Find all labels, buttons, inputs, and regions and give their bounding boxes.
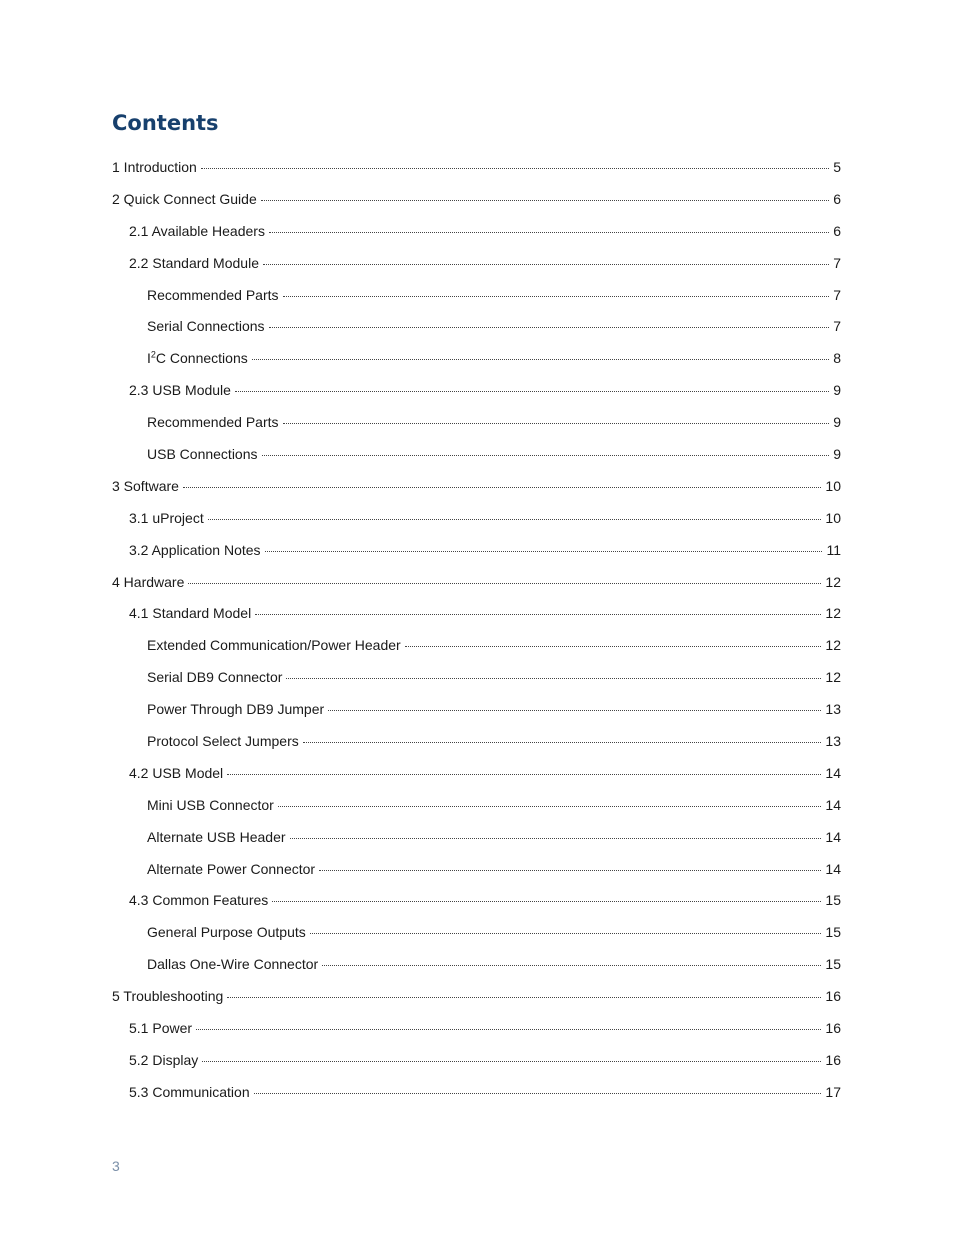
dot-leader (278, 805, 822, 807)
dot-leader (202, 1060, 821, 1062)
toc-entry-label: USB Connections (147, 446, 258, 463)
dot-leader (269, 326, 830, 328)
toc-entry[interactable] (112, 917, 841, 949)
toc-entry-label: 5 Troubleshooting (112, 988, 224, 1005)
toc-entry-page: 14 (825, 764, 841, 781)
toc-entry-label-prefix: I (147, 350, 151, 367)
toc-entry[interactable] (112, 248, 841, 280)
toc-entry-page: 6 (833, 222, 841, 239)
dot-leader (290, 837, 822, 839)
dot-leader (322, 964, 821, 966)
toc-entry-page: 14 (825, 796, 841, 813)
toc-entry-label: 4.3 Common Features (129, 892, 269, 909)
toc-entry[interactable] (112, 152, 841, 184)
toc-entry[interactable] (112, 885, 841, 917)
toc-entry-label: Alternate USB Header (147, 828, 286, 845)
toc-entry-page: 14 (825, 828, 841, 845)
toc-entry-label: 3 Software (112, 477, 179, 494)
page-number: 3 (112, 1158, 120, 1174)
toc-entry-label: 2 Quick Connect Guide (112, 190, 257, 207)
toc-entry[interactable] (112, 375, 841, 407)
toc-entry[interactable] (112, 598, 841, 630)
toc-entry-label: 3.1 uProject (129, 509, 204, 526)
table-of-contents (112, 152, 841, 1109)
toc-entry-label: 4.1 Standard Model (129, 605, 252, 622)
dot-leader (252, 358, 829, 360)
toc-entry[interactable] (112, 854, 841, 886)
toc-entry[interactable] (112, 471, 841, 503)
toc-entry-label: Mini USB Connector (147, 796, 274, 813)
toc-entry-label: Extended Communication/Power Header (147, 637, 401, 654)
dot-leader (235, 390, 829, 392)
toc-entry[interactable] (112, 1045, 841, 1077)
toc-entry-label: Serial Connections (147, 318, 265, 335)
toc-entry-label: Protocol Select Jumpers (147, 733, 299, 750)
toc-entry-page: 12 (825, 669, 841, 686)
toc-entry[interactable] (112, 439, 841, 471)
dot-leader (208, 518, 822, 520)
dot-leader (283, 422, 830, 424)
toc-entry[interactable] (112, 216, 841, 248)
toc-entry-label: 1 Introduction (112, 159, 197, 175)
toc-entry[interactable] (112, 630, 841, 662)
toc-entry-label: Serial DB9 Connector (147, 669, 283, 686)
toc-entry-page: 16 (825, 988, 841, 1005)
dot-leader (269, 231, 829, 233)
toc-entry-page: 7 (833, 254, 841, 271)
toc-entry-page: 12 (825, 637, 841, 654)
toc-entry[interactable] (112, 184, 841, 216)
dot-leader (261, 199, 829, 201)
dot-leader (263, 263, 829, 265)
dot-leader (310, 932, 822, 934)
dot-leader (183, 486, 821, 488)
toc-entry-page: 9 (833, 382, 841, 399)
toc-entry-page: 15 (825, 956, 841, 973)
dot-leader (227, 996, 821, 998)
dot-leader (265, 550, 823, 552)
dot-leader (262, 454, 830, 456)
toc-entry-page: 13 (825, 733, 841, 750)
toc-entry[interactable] (112, 790, 841, 822)
toc-entry-label-superscript: 2 (150, 349, 156, 360)
dot-leader (196, 1028, 821, 1030)
dot-leader (283, 295, 830, 297)
toc-entry-page: 10 (825, 509, 841, 526)
toc-entry-page: 8 (833, 350, 841, 367)
toc-entry-page: 9 (833, 414, 841, 431)
dot-leader (227, 773, 821, 775)
dot-leader (286, 677, 821, 679)
toc-entry-label: 2.1 Available Headers (129, 222, 265, 239)
toc-entry-label: 4 Hardware (112, 573, 185, 590)
toc-entry-page: 7 (833, 318, 841, 335)
toc-entry-label: 5.1 Power (129, 1020, 193, 1037)
toc-entry-page: 12 (825, 573, 841, 590)
toc-entry-label: 5.2 Display (129, 1051, 199, 1068)
dot-leader (319, 869, 821, 871)
toc-entry-label: 4.2 USB Model (129, 764, 224, 781)
toc-entry-label: General Purpose Outputs (147, 924, 306, 941)
toc-entry-page: 11 (826, 541, 841, 558)
toc-entry-page: 17 (825, 1083, 841, 1100)
dot-leader (272, 900, 821, 902)
toc-entry[interactable] (112, 949, 841, 981)
toc-entry-page: 10 (825, 477, 841, 494)
dot-leader (405, 645, 822, 647)
toc-entry-page: 14 (825, 860, 841, 877)
toc-entry[interactable] (112, 503, 841, 535)
dot-leader (201, 167, 829, 169)
toc-entry[interactable] (112, 535, 841, 567)
toc-entry[interactable] (112, 822, 841, 854)
dot-leader (255, 613, 821, 615)
toc-entry-label: 2.3 USB Module (129, 382, 231, 399)
toc-entry-label (147, 343, 250, 375)
toc-entry-label: Dallas One-Wire Connector (147, 956, 319, 973)
toc-entry-label: Recommended Parts (147, 414, 279, 431)
toc-entry-label-suffix: C Connections (155, 350, 248, 367)
toc-entry[interactable] (112, 694, 841, 726)
toc-entry-page: 15 (825, 924, 841, 941)
toc-entry[interactable] (112, 280, 841, 312)
toc-entry[interactable] (112, 981, 841, 1013)
toc-entry[interactable] (112, 1013, 841, 1045)
toc-entry-page: 12 (825, 605, 841, 622)
page-title: Contents (112, 111, 219, 135)
toc-entry-label: 3.2 Application Notes (129, 541, 261, 558)
toc-entry-label: Alternate Power Connector (147, 860, 316, 877)
toc-entry-label: 5.3 Communication (129, 1083, 250, 1100)
toc-entry-page: 16 (825, 1051, 841, 1068)
toc-entry-page: 15 (825, 892, 841, 909)
toc-entry[interactable] (112, 662, 841, 694)
toc-entry[interactable] (112, 311, 841, 343)
toc-entry[interactable] (112, 726, 841, 758)
toc-entry-label: 2.2 Standard Module (129, 254, 259, 271)
toc-entry-page: 5 (833, 159, 841, 175)
dot-leader (254, 1092, 822, 1094)
toc-entry-label: Recommended Parts (147, 286, 279, 303)
toc-entry[interactable] (112, 567, 841, 599)
dot-leader (303, 741, 822, 743)
toc-entry-page: 16 (825, 1020, 841, 1037)
toc-entry-page: 7 (833, 286, 841, 303)
dot-leader (188, 582, 821, 584)
toc-entry[interactable] (112, 407, 841, 439)
toc-entry[interactable] (112, 758, 841, 790)
toc-entry[interactable] (112, 343, 841, 375)
toc-entry[interactable] (112, 1077, 841, 1109)
toc-entry-page: 6 (833, 190, 841, 207)
dot-leader (328, 709, 821, 711)
toc-entry-page: 13 (825, 701, 841, 718)
toc-entry-label: Power Through DB9 Jumper (147, 701, 325, 718)
toc-entry-page: 9 (833, 446, 841, 463)
